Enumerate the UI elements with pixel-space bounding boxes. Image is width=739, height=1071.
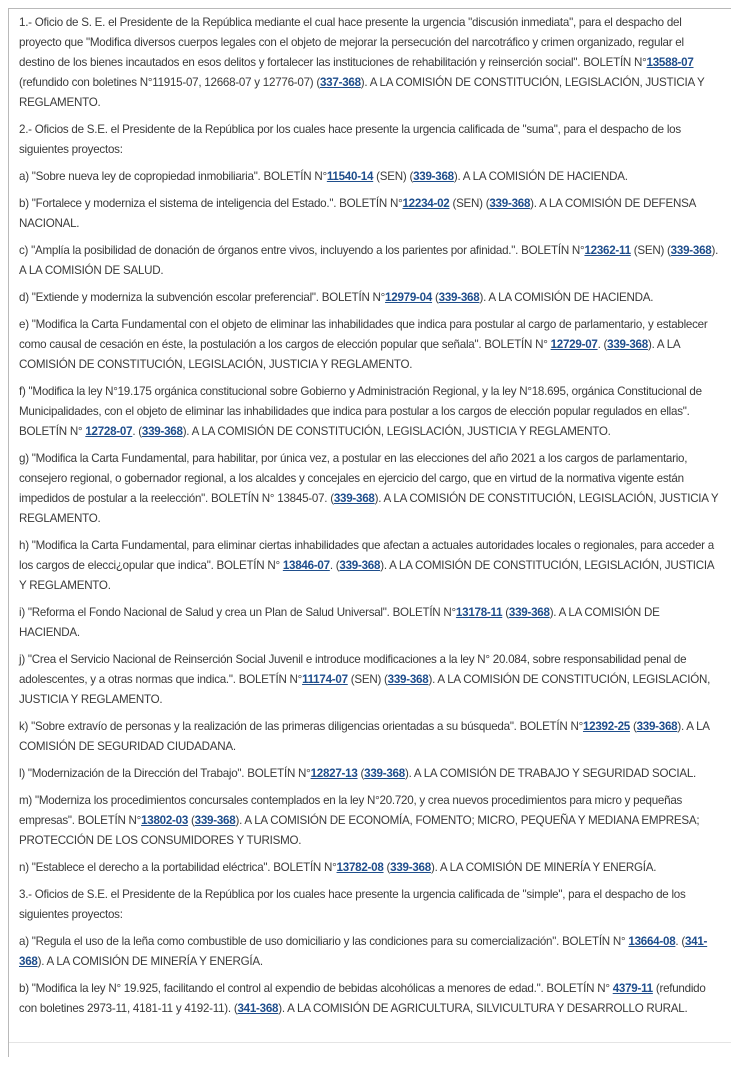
paragraph-text: b) "Modifica la ley N° 19.925, facilitando el control al expendio de bebidas alcohólicas a menores de edad.". BOLETÍN N°: [19, 982, 613, 995]
session-link[interactable]: 339-368: [636, 720, 678, 733]
session-link[interactable]: 339-368: [390, 861, 431, 874]
document-paragraph: [19, 979, 721, 1019]
document-paragraph: [19, 858, 721, 878]
document-paragraph: [19, 382, 721, 442]
boletin-link[interactable]: 12729-07: [550, 338, 598, 351]
document-paragraph: [19, 650, 721, 710]
paragraph-text: c) "Amplía la posibilidad de donación de órganos entre vivos, incluyendo a los parientes por afinidad.". BOLETÍN N°: [19, 244, 585, 257]
paragraph-text: n) "Establece el derecho a la portabilidad eléctrica". BOLETÍN N°: [19, 861, 337, 874]
document-body: [9, 9, 731, 1019]
document-paragraph: [19, 885, 721, 925]
boletin-link[interactable]: 12728-07: [85, 425, 133, 438]
session-link[interactable]: 339-368: [364, 767, 405, 780]
paragraph-text: f) "Modifica la ley N°19.175 orgánica constitucional sobre Gobierno y Administración Regional, y la ley N°18.695, orgánica Constitucional de Municipalidades, con el objeto de eliminar las inhabilidades que indica para postular a los cargos de elección popular regulados en ellas". BOLETÍN N°: [19, 385, 702, 438]
session-link[interactable]: 339-368: [670, 244, 712, 257]
session-link[interactable]: 339-368: [333, 492, 375, 505]
document-paragraph: [19, 13, 721, 113]
boletin-link[interactable]: 13782-08: [336, 861, 384, 874]
paragraph-text: (: [188, 814, 195, 827]
session-link[interactable]: 339-368: [194, 814, 236, 827]
session-link[interactable]: 339-368: [141, 425, 183, 438]
paragraph-text: j) "Crea el Servicio Nacional de Reinserción Social Juvenil e introduce modificaciones a la ley N° 20.084, sobre responsabilidad penal de adolescentes, y a otras normas que indica.". BOLETÍN N°: [19, 653, 687, 686]
paragraph-text: l) "Modernización de la Dirección del Trabajo". BOLETÍN N°: [19, 767, 311, 780]
paragraph-text: . (: [597, 338, 608, 351]
document-paragraph: [19, 241, 721, 281]
document-paragraph: [19, 791, 721, 851]
paragraph-text: ). A LA COMISIÓN DE HACIENDA.: [453, 170, 628, 183]
document-paragraph: [19, 717, 721, 757]
paragraph-text: ). A LA COMISIÓN DE SALUD.: [19, 244, 719, 277]
paragraph-text: (SEN) (: [449, 197, 490, 210]
paragraph-text: g) "Modifica la Carta Fundamental, para habilitar, por única vez, a postular en las elecciones del año 2021 a los cargos de parlamentario, consejero regional, o gobernador regional, a los alcaldes y concejales en ejercicio del cargo, que en virtud de la normativa vigente están impedidos de postular a la reelección". BOLETÍN N° 13845-07. (: [19, 452, 688, 505]
paragraph-text: ). A LA COMISIÓN DE CONSTITUCIÓN, LEGISLACIÓN, JUSTICIA Y REGLAMENTO.: [19, 338, 680, 371]
boletin-link[interactable]: 11540-14: [326, 170, 374, 183]
paragraph-text: m) "Moderniza los procedimientos concursales contemplados en la ley N°20.720, y crea nuevos procedimientos para micro y pequeñas empresas". BOLETÍN N°: [19, 794, 683, 827]
paragraph-text: (: [383, 861, 391, 874]
boletin-link[interactable]: 13588-07: [646, 56, 694, 69]
document-paragraph: [19, 315, 721, 375]
document-paragraph: [19, 288, 721, 308]
bottom-divider: [9, 1042, 731, 1043]
paragraph-text: ). A LA COMISIÓN DE HACIENDA.: [479, 291, 654, 304]
document-paragraph: [19, 764, 721, 784]
boletin-link[interactable]: 12979-04: [385, 291, 433, 304]
paragraph-text: b) "Fortalece y moderniza el sistema de inteligencia del Estado.". BOLETÍN N°: [19, 197, 403, 210]
paragraph-text: i) "Reforma el Fondo Nacional de Salud y crea un Plan de Salud Universal". BOLETÍN N°: [19, 606, 456, 619]
paragraph-text: 2.- Oficios de S.E. el Presidente de la República por los cuales hace presente la urgencia calificada de "suma", para el despacho de los siguientes proyectos:: [19, 123, 681, 156]
document-paragraph: [19, 536, 721, 596]
document-paragraph: [19, 120, 721, 160]
session-link[interactable]: 339-368: [508, 606, 550, 619]
boletin-link[interactable]: 4379-11: [612, 982, 653, 995]
paragraph-text: ). A LA COMISIÓN DE CONSTITUCIÓN, LEGISLACIÓN, JUSTICIA Y REGLAMENTO.: [19, 492, 719, 525]
paragraph-text: 1.- Oficio de S. E. el Presidente de la República mediante el cual hace presente la urgencia "discusión inmediata", para el despacho del proyecto que "Modifica diversos cuerpos legales con el objeto de mejorar la persecución del narcotráfico y crimen organizado, regular el destino de los bienes incautados en esos delitos y fortalecer las instituciones de rehabilitación y reinserción social". BOLETÍN N°: [19, 16, 684, 69]
document-paragraph: [19, 194, 721, 234]
paragraph-text: ). A LA COMISIÓN DE TRABAJO Y SEGURIDAD SOCIAL.: [404, 767, 697, 780]
paragraph-text: . (: [329, 559, 340, 572]
document-paragraph: [19, 932, 721, 972]
paragraph-text: (: [432, 291, 439, 304]
paragraph-text: (SEN) (: [630, 244, 671, 257]
paragraph-text: ). A LA COMISIÓN DE ECONOMÍA, FOMENTO; MICRO, PEQUEÑA Y MEDIANA EMPRESA; PROTECCIÓN DE LOS CONSUMIDORES Y TURISMO.: [19, 814, 700, 847]
paragraph-text: (: [357, 767, 365, 780]
paragraph-text: ). A LA COMISIÓN DE CONSTITUCIÓN, LEGISLACIÓN, JUSTICIA Y REGLAMENTO.: [19, 559, 714, 592]
boletin-link[interactable]: 12234-02: [402, 197, 450, 210]
paragraph-text: a) "Regula el uso de la leña como combustible de uso domiciliario y las condiciones para su comercialización". BOLETÍN N°: [19, 935, 629, 948]
paragraph-text: (refundido con boletines 2973-11, 4181-11 y 4192-11). (: [19, 982, 706, 1015]
document-paragraph: [19, 167, 721, 187]
session-link[interactable]: 339-368: [438, 291, 480, 304]
document-paragraph: [19, 449, 721, 529]
paragraph-text: (SEN) (: [347, 673, 388, 686]
paragraph-text: ). A LA COMISIÓN DE AGRICULTURA, SILVICULTURA Y DESARROLLO RURAL.: [278, 1002, 688, 1015]
session-link[interactable]: 339-368: [339, 559, 381, 572]
paragraph-text: h) "Modifica la Carta Fundamental, para eliminar ciertas inhabilidades que afectan a actuales autoridades locales o regionales, para acceder a los cargos de elecci¿opular que indica". BOLETÍN N°: [19, 539, 714, 572]
boletin-link[interactable]: 12827-13: [310, 767, 358, 780]
paragraph-text: k) "Sobre extravío de personas y la realización de las primeras diligencias orientadas a su búsqueda". BOLETÍN N°: [19, 720, 583, 733]
paragraph-text: ). A LA COMISIÓN DE CONSTITUCIÓN, LEGISLACIÓN, JUSTICIA Y REGLAMENTO.: [182, 425, 611, 438]
session-link[interactable]: 339-368: [607, 338, 648, 351]
paragraph-text: ). A LA COMISIÓN DE CONSTITUCIÓN, LEGISLACIÓN, JUSTICIA Y REGLAMENTO.: [19, 76, 705, 109]
paragraph-text: 3.- Oficios de S.E. el Presidente de la República por los cuales hace presente la urgencia calificada de "simple", para el despacho de los siguientes proyectos:: [19, 888, 686, 921]
session-link[interactable]: 339-368: [387, 673, 429, 686]
session-link[interactable]: 341-368: [237, 1002, 279, 1015]
paragraph-text: (: [629, 720, 637, 733]
paragraph-text: ). A LA COMISIÓN DE MINERÍA Y ENERGÍA.: [430, 861, 657, 874]
paragraph-text: ). A LA COMISIÓN DE MINERÍA Y ENERGÍA.: [37, 955, 263, 968]
boletin-link[interactable]: 13178-11: [455, 606, 503, 619]
boletin-link[interactable]: 13664-08: [628, 935, 676, 948]
paragraph-text: d) "Extiende y moderniza la subvención escolar preferencial". BOLETÍN N°: [19, 291, 386, 304]
paragraph-text: ). A LA COMISIÓN DE DEFENSA NACIONAL.: [19, 197, 696, 230]
paragraph-text: ). A LA COMISIÓN DE CONSTITUCIÓN, LEGISLACIÓN, JUSTICIA Y REGLAMENTO.: [19, 673, 711, 706]
session-link[interactable]: 339-368: [489, 197, 531, 210]
document-paragraph: [19, 603, 721, 643]
paragraph-text: ). A LA COMISIÓN DE HACIENDA.: [19, 606, 660, 639]
document-sheet: [8, 8, 731, 1057]
paragraph-text: a) "Sobre nueva ley de copropiedad inmobiliaria". BOLETÍN N°: [19, 170, 327, 183]
session-link[interactable]: 339-368: [413, 170, 454, 183]
paragraph-text: . (: [132, 425, 142, 438]
session-link[interactable]: 341-368: [19, 935, 708, 968]
boletin-link[interactable]: 13846-07: [282, 559, 330, 572]
boletin-link[interactable]: 13802-03: [141, 814, 189, 827]
paragraph-text: e) "Modifica la Carta Fundamental con el objeto de eliminar las inhabilidades que indica para postular al cargo de parlamentario, y establecer como causal de cesación en éste, la postulación a los cargos de elección popular que señala". BOLETÍN N°: [19, 318, 708, 351]
boletin-link[interactable]: 12392-25: [582, 720, 630, 733]
session-link[interactable]: 337-368: [319, 76, 361, 89]
paragraph-text: ). A LA COMISIÓN DE SEGURIDAD CIUDADANA.: [19, 720, 710, 753]
boletin-link[interactable]: 12362-11: [584, 244, 631, 257]
paragraph-text: . (: [675, 935, 685, 948]
paragraph-text: (SEN) (: [373, 170, 414, 183]
paragraph-text: (refundido con boletines N°11915-07, 12668-07 y 12776-07) (: [19, 76, 320, 89]
boletin-link[interactable]: 11174-07: [302, 673, 348, 686]
paragraph-text: (: [502, 606, 509, 619]
